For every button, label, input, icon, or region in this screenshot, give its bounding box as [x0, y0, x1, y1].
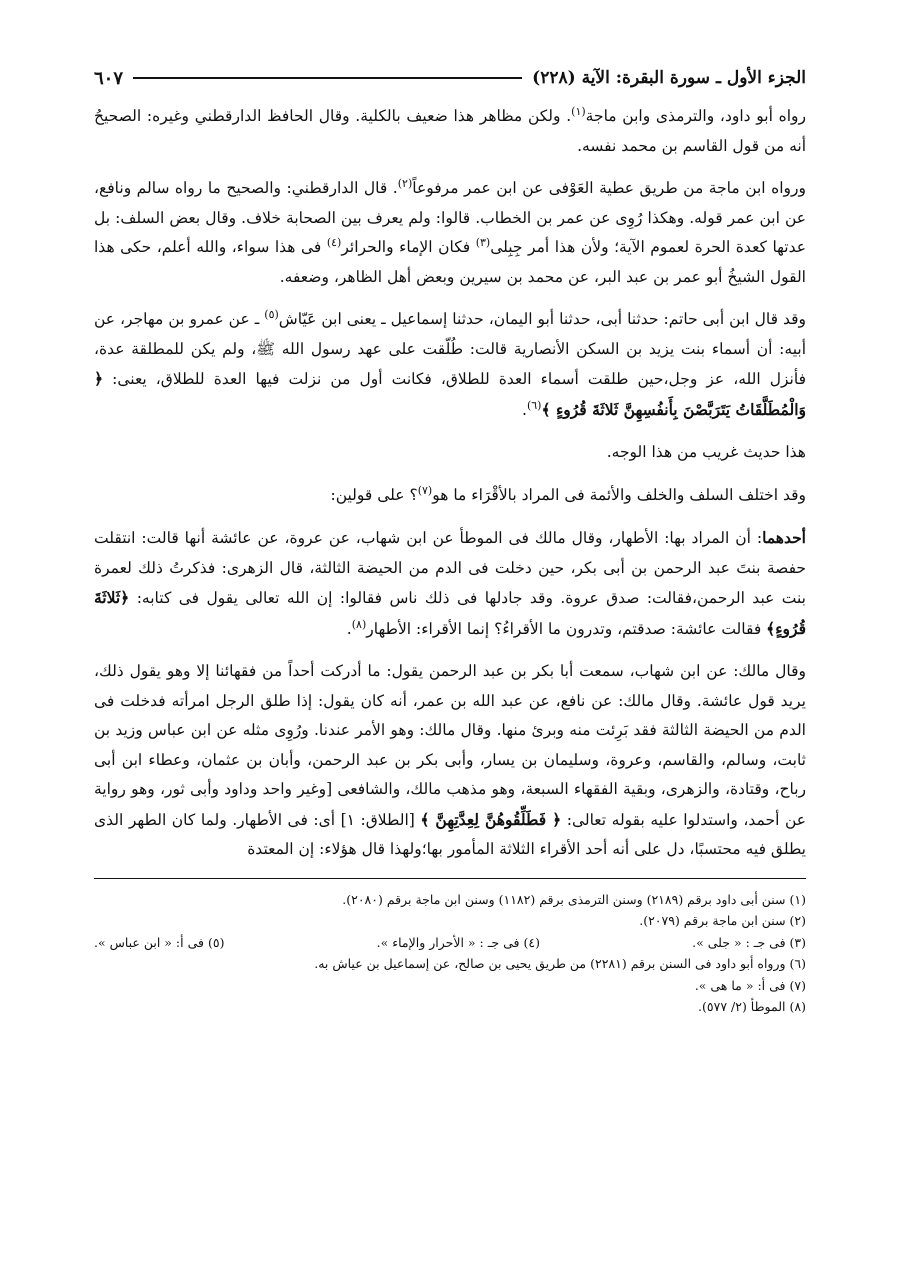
paragraph-6 — [94, 523, 806, 644]
footnote-ref-3[interactable]: (٣) — [475, 235, 491, 249]
footnote-ref-5[interactable]: (٥) — [264, 307, 279, 321]
text: ورواه ابن ماجة من طريق عطية العَوْفى عن ابن عمر مرفوعاً — [412, 179, 807, 197]
footnote-5: (٥) فى أ: « ابن عباس ». — [94, 934, 225, 950]
text: ؟ على قولين: — [330, 485, 418, 504]
text: [الطلاق: ١] أى: فى الأطهار. ولما كان الطهر الذى يطلق فيه محتسبًا، دل على أنه أحد الأقراء الثلاثة المأمور بها؛ولهذا قال هؤلاء: إن المعتدة — [94, 810, 806, 858]
footnote-1: (١) سنن أبى داود برقم (٢١٨٩) وسنن الترمذى برقم (١١٨٢) وسنن ابن ماجة برقم (٢٠٨٠). — [342, 891, 806, 907]
text: فقالت عائشة: صدقتم، وتدرون ما الأقراءُ؟ إنما الأقراء: الأطهار — [366, 619, 767, 638]
text: ـ عن عمرو بن مهاجر، عن أبيه: أن أسماء بنت يزيد بن السكن الأنصارية قالت: طُلّقت على عهد رسول الله ﷺ، ولم يكن للمطلقة عدة، فأنزل الله، عز وجل،حين طلقت أسماء العدة للطلاق، فكانت أول من نزلت فيها العدة للطلاق، يعنى: — [94, 310, 806, 388]
paragraph-7 — [94, 657, 806, 865]
quran-verse: ﴿ فَطَلِّقُوهُنَّ لِعِدَّتِهِنَّ ﴾ — [420, 809, 562, 829]
footnote-7: (٧) فى أ: « ما هى ». — [694, 977, 806, 993]
text: وقد اختلف السلف والخلف والأئمة فى المراد بالأقْرَاء ما هو — [432, 485, 806, 504]
footnote-divider — [94, 878, 806, 879]
paragraph-4: هذا حديث غريب من هذا الوجه. — [606, 443, 806, 461]
paragraph-3 — [94, 305, 806, 425]
paragraph-1 — [94, 102, 806, 161]
footnote-ref-4[interactable]: (٤) — [326, 235, 342, 249]
quran-verse: ﴿ وَالْمُطَلَّقَاتُ يَتَرَبَّصْنَ بِأَنفُسِهِنَّ ثَلاثَةَ قُرُوءٍ ﴾ — [94, 369, 806, 419]
paragraph-5 — [94, 481, 806, 511]
footnote-ref-1[interactable]: (١) — [571, 104, 586, 118]
text: وقد قال ابن أبى حاتم: حدثنا أبى، حدثنا أبو اليمان، حدثنا إسماعيل ـ يعنى ابن عَيّاش — [278, 310, 806, 328]
text: فى هذا سواء، والله أعلم، حكى هذا القول الشيخُ أبو عمر بن عبد البر، عن محمد بن سيرين وبعض أهل الظاهر، وضعفه. — [94, 238, 806, 286]
footnotes — [94, 889, 806, 1018]
footnote-3: (٣) فى جـ : « جلى ». — [692, 934, 806, 950]
page-number: ٦٠٧ — [94, 67, 124, 89]
header-title: الجزء الأول ـ سورة البقرة: الآية (٢٢٨) — [532, 68, 806, 88]
paragraph-2 — [94, 174, 806, 292]
header-rule — [133, 77, 522, 79]
footnote-ref-6[interactable]: (٦) — [526, 398, 542, 412]
text: . — [346, 619, 352, 638]
text: . قال الدارقطني: والصحيح ما رواه سالم ونافع، عن ابن عمر قوله. وهكذا رُوِى عن عمر بن الخطاب. قالوا: ولم يعرف بين الصحابة خلاف. وقال بعض السلف: بل عدتها كعدة الحرة لعموم الآية؛ ولأن هذا أمر جِبِلى — [94, 179, 807, 256]
footnote-2: (٢) سنن ابن ماجة برقم (٢٠٧٩). — [639, 913, 806, 928]
text: فكان الإماء والحرائر — [341, 238, 476, 256]
footnote-row — [94, 932, 806, 954]
footnote-6: (٦) ورواه أبو داود فى السنن برقم (٢٢٨١) من طريق يحيى بن صالح، عن إسماعيل بن عياش به. — [314, 956, 806, 971]
quran-verse: ﴿ثَلاثَةَ قُرُوءٍ﴾ — [94, 588, 806, 638]
footnote-ref-2[interactable]: (٢) — [397, 176, 413, 190]
text: رواه أبو داود، والترمذى وابن ماجة — [585, 107, 806, 125]
text: وقال مالك: عن ابن شهاب، سمعت أبا بكر بن عبد الرحمن يقول: ما أدركت أحداً من فقهائنا إلا وهو يقول ذلك، يريد قول عائشة. وقال مالك: عن نافع، عن عبد الله بن عمر، أنه كان يقول: إذا طلق الرجل امرأته فدخلت فى الدم من الحيضة الثالثة فقد بَرِئت منه وبرئ منها. وقال مالك: وهو الأمر عندنا. ورُوِى مثله عن ابن عباس وزيد بن ثابت، وسالم، والقاسم، وعروة، وسليمان بن يسار، وأبى بكر بن عبد الرحمن، وأبان بن عثمان، وعطاء ابن أبى رباح، وقتادة، والزهرى، وبقية الفقهاء السبعة، وهو مذهب مالك، والشافعى [وغير واحد وداود وأبى ثور، وهو رواية عن أحمد، واستدلوا عليه بقوله تعالى: — [94, 662, 806, 829]
text: : أن المراد بها: الأطهار، وقال مالك فى الموطأ عن ابن شهاب، عن عروة، عن عائشة أنها قالت: انتقلت حفصة بنتَ عبد الرحمن بن أبى بكر، حين دخلت فى الدم من الحيضة الثالثة، قال الزهرى: فذكرتُ ذلك لعمرة بنت عبد الرحمن،فقالت: صدق عروة. وقد جادلها فى ذلك ناس فقالوا: إن الله تعالى يقول فى كتابه: — [94, 529, 806, 607]
text: . ولكن مظاهر هذا ضعيف بالكلية. وقال الحافظ الدارقطني وغيره: الصحيحُ أنه من قول القاسم بن محمد نفسه. — [94, 107, 806, 155]
footnote-8: (٨) الموطأ (٢/ ٥٧٧). — [698, 999, 806, 1014]
running-header — [94, 64, 806, 92]
footnote-ref-8[interactable]: (٨) — [351, 617, 367, 631]
footnote-4: (٤) فى جـ : « الأحرار والإماء ». — [376, 934, 540, 950]
paragraph-lead: أحدهما — [762, 528, 806, 547]
footnote-ref-7[interactable]: (٧) — [417, 483, 433, 497]
text: . — [522, 400, 527, 419]
